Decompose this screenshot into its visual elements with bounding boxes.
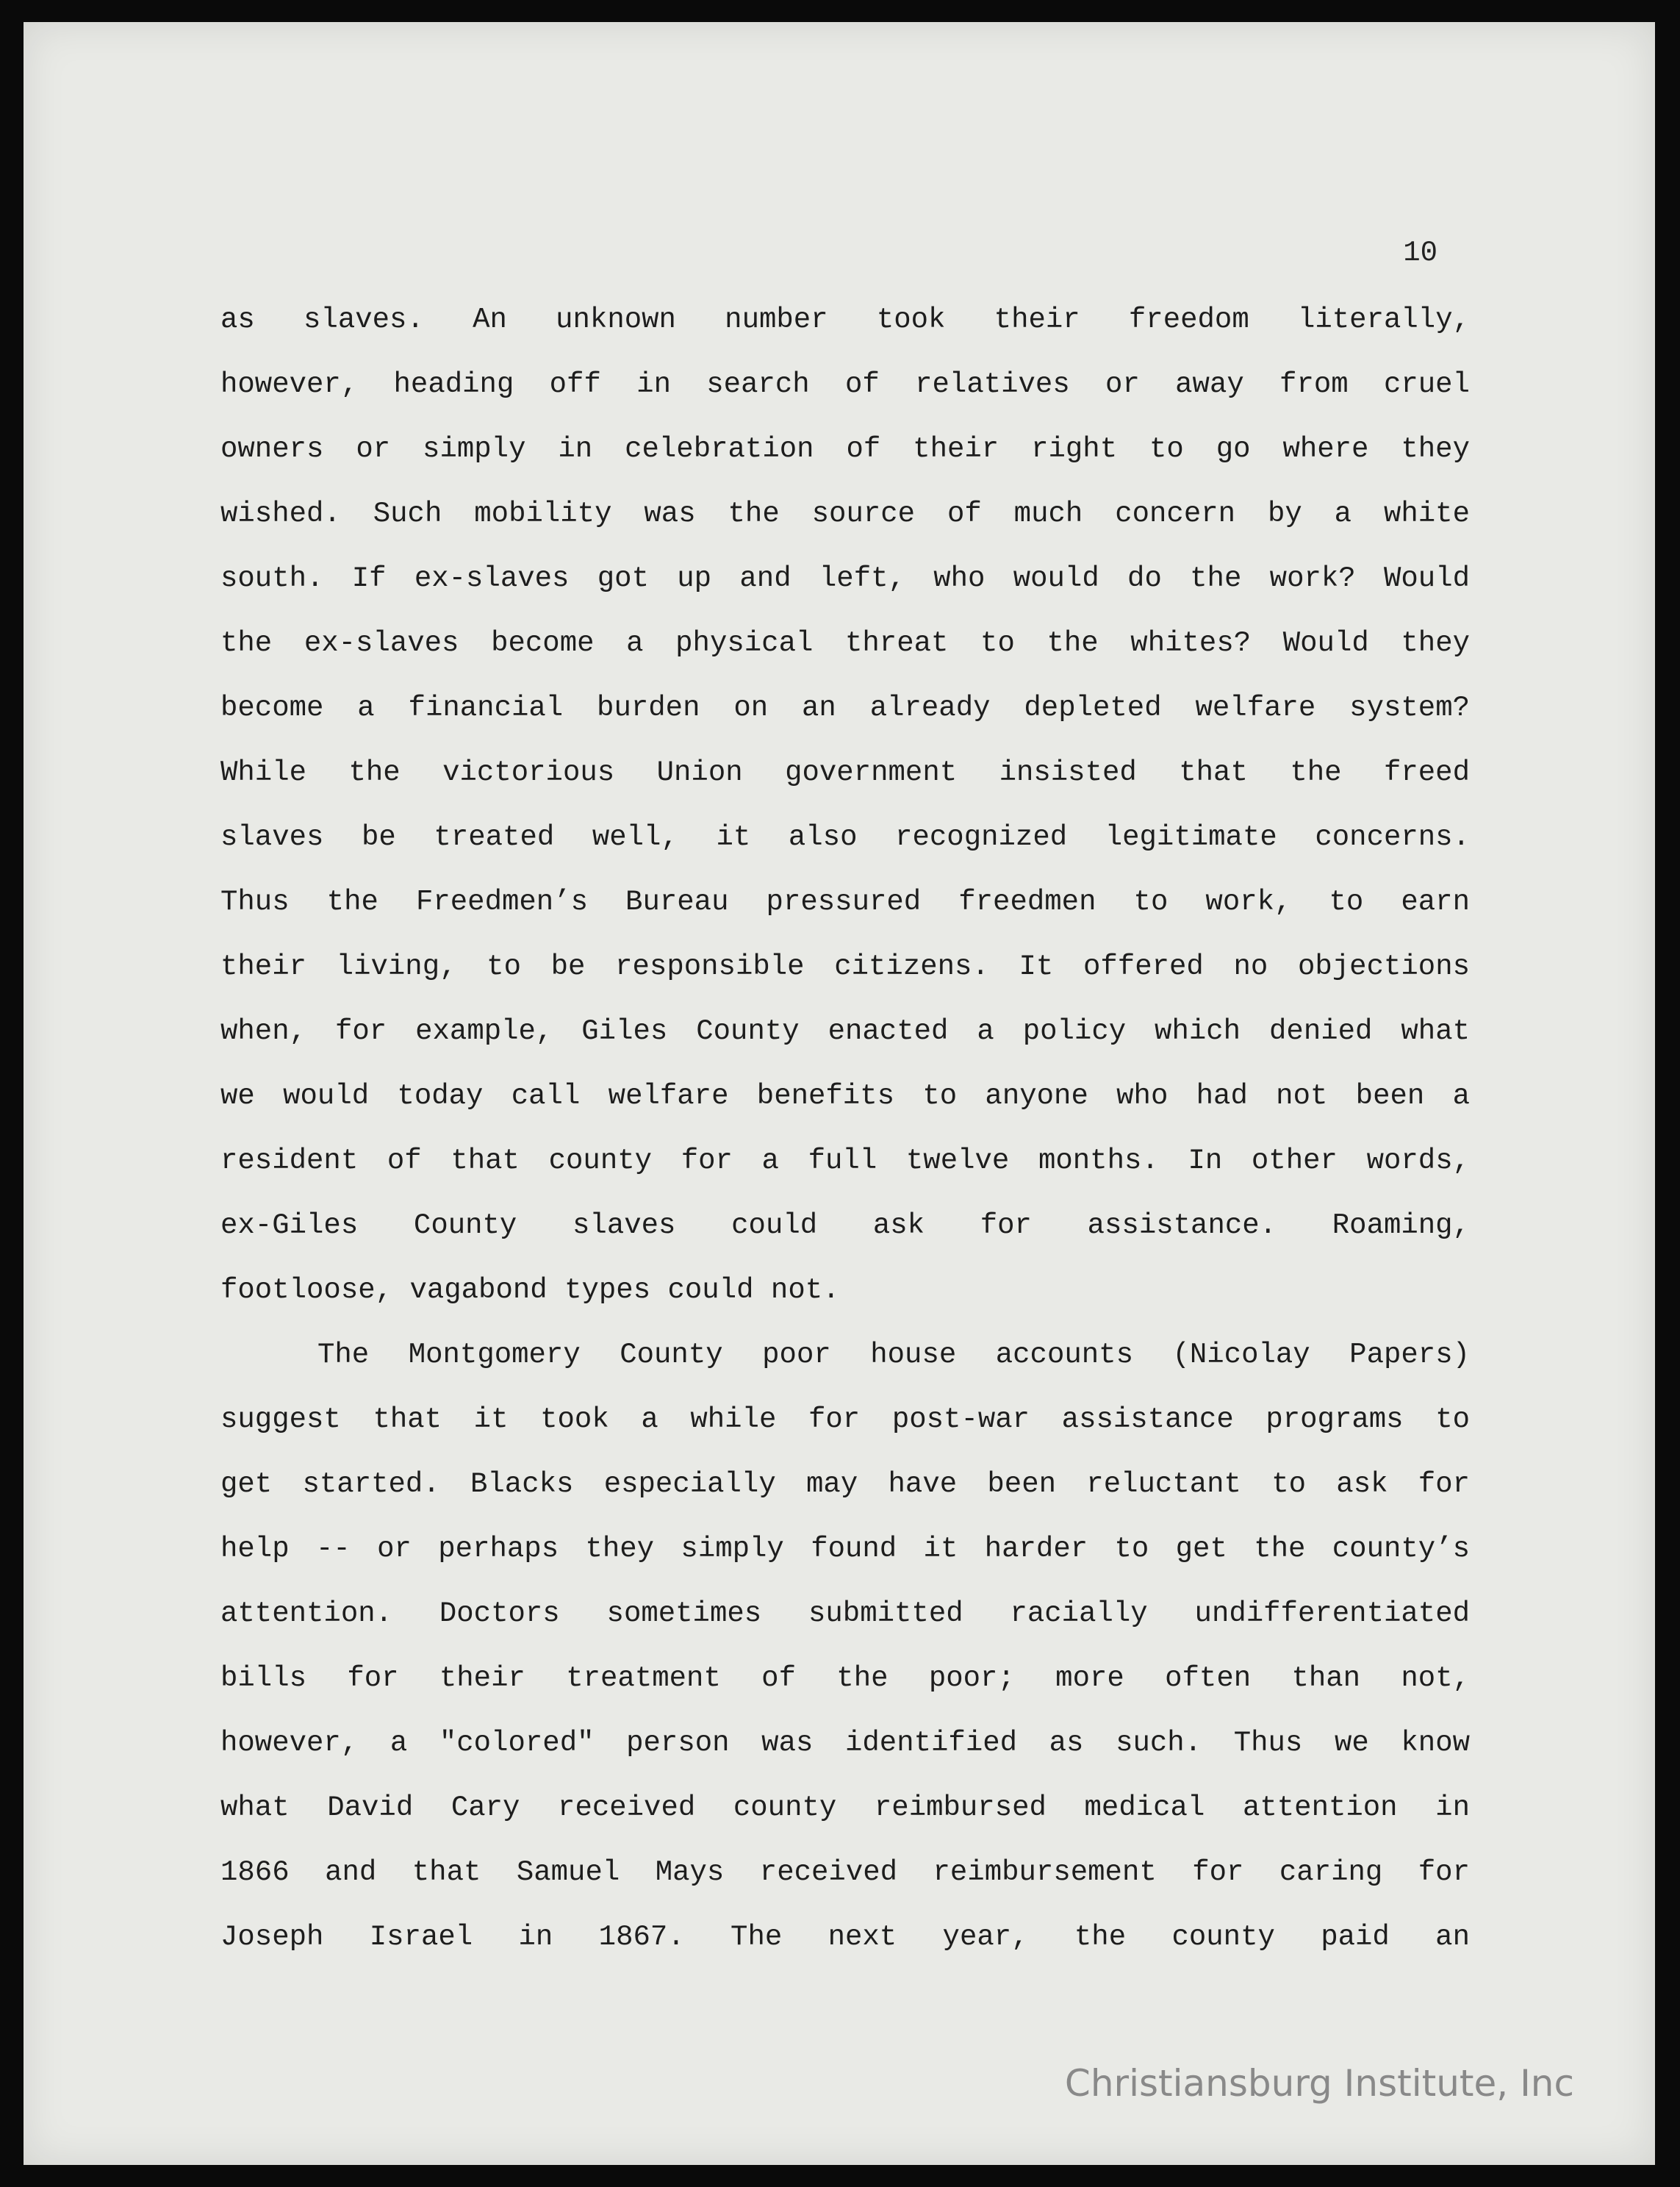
paragraph-1: [220, 294, 1470, 1329]
page-number: 10: [1403, 237, 1437, 269]
text-line: when, for example, Giles County enacted a policy which denied what: [220, 1015, 1470, 1048]
text-line: help -- or perhaps they simply found it harder to get the county’s: [220, 1533, 1470, 1565]
text-line: The Montgomery County poor house accounts (Nicolay Papers): [317, 1339, 1470, 1371]
text-line: bills for their treatment of the poor; more often than not,: [220, 1662, 1470, 1694]
text-line: south. If ex-slaves got up and left, who would do the work? Would: [220, 562, 1470, 595]
text-line: 1866 and that Samuel Mays received reimbursement for caring for: [220, 1856, 1470, 1889]
text-line: slaves be treated well, it also recognized legitimate concerns.: [220, 821, 1470, 853]
text-line: Thus the Freedmen’s Bureau pressured freedmen to work, to earn: [220, 886, 1470, 918]
text-line: wished. Such mobility was the source of much concern by a white: [220, 498, 1470, 530]
document-page: [24, 22, 1655, 2165]
text-line: their living, to be responsible citizens. It offered no objections: [220, 951, 1470, 983]
text-line: the ex-slaves become a physical threat to the whites? Would they: [220, 627, 1470, 659]
watermark: Christiansburg Institute, Inc: [1064, 2062, 1574, 2105]
text-line: we would today call welfare benefits to anyone who had not been a: [220, 1080, 1470, 1112]
text-line: Joseph Israel in 1867. The next year, the county paid an: [220, 1921, 1470, 1953]
text-line: footloose, vagabond types could not.: [220, 1274, 840, 1306]
text-line: resident of that county for a full twelve months. In other words,: [220, 1145, 1470, 1177]
text-line: While the victorious Union government insisted that the freed: [220, 756, 1470, 789]
text-line: get started. Blacks especially may have been reluctant to ask for: [220, 1468, 1470, 1500]
paragraph-2: [220, 1329, 1470, 1976]
text-line: however, heading off in search of relatives or away from cruel: [220, 368, 1470, 401]
text-line: ex-Giles County slaves could ask for assistance. Roaming,: [220, 1209, 1470, 1242]
text-line: suggest that it took a while for post-war assistance programs to: [220, 1403, 1470, 1436]
text-line: as slaves. An unknown number took their freedom literally,: [220, 304, 1470, 336]
text-line: become a financial burden on an already depleted welfare system?: [220, 692, 1470, 724]
text-line: owners or simply in celebration of their right to go where they: [220, 433, 1470, 465]
text-line: what David Cary received county reimbursed medical attention in: [220, 1792, 1470, 1824]
document-body: [220, 294, 1470, 1976]
text-line: attention. Doctors sometimes submitted racially undifferentiated: [220, 1597, 1470, 1630]
text-line: however, a "colored" person was identified as such. Thus we know: [220, 1727, 1470, 1759]
